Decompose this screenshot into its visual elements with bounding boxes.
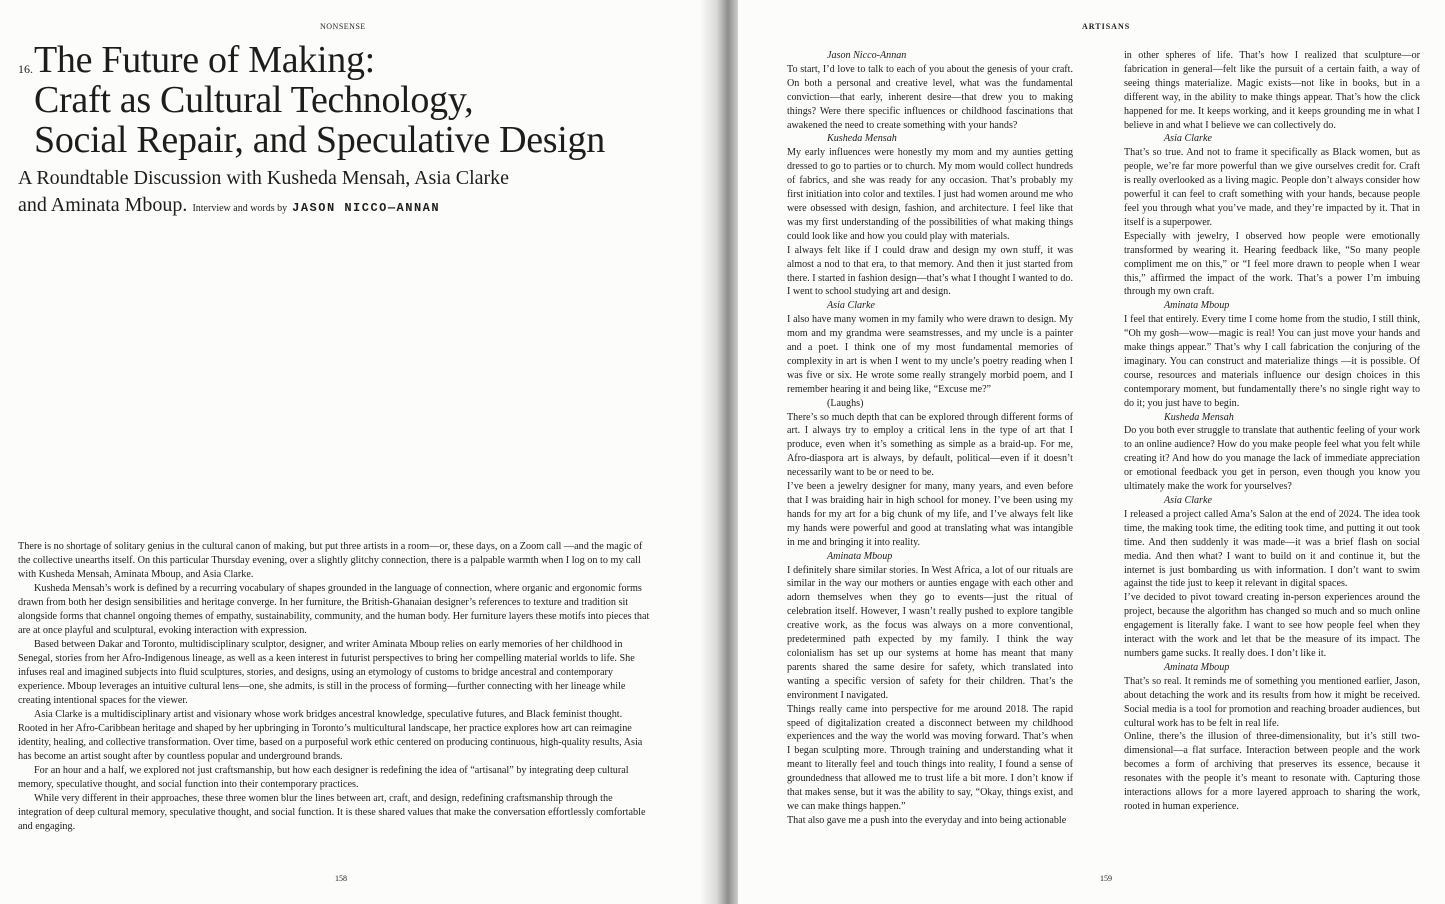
speaker-name: Asia Clarke [827,300,875,312]
speaker-name: Jason Nicco-Annan [827,50,907,61]
right-page [738,0,1445,904]
interview-paragraph: Do you both ever struggle to translate that authentic feeling of your work to an online audience? How do you make people feel what you felt while creating it? And how do you manage the lack of immediate appreciation or emotional feedback you get in person, even though you know you ultimately make the work for yourselves? [1124,425,1420,493]
intro-paragraph: While very different in their approaches, these three women blur the lines between art, craft, and design, redefining craftsmanship through the integration of deep cultural memory, speculative thought, and social function. It is these shared values that make the conversation effortlessly comfortable and engaging. [18,793,646,832]
title-line: The Future of Making: [34,39,375,81]
interview-paragraph: Things really came into perspective for me around 2018. The rapid speed of digitalization created a disconnect between my childhood experiences and the way the world was moving forward. That’s when I began sculpting more. Through training and understanding what it meant to literally feel and touch things into reality, I found a sense of groundedness that allowed me to trust life a bit more. I don’t know if that makes sense, but it was the ability to say, “Okay, things exist, and we can make things happen.” [787,703,1073,812]
interview-paragraph: There’s so much depth that can be explored through different forms of art. I always try to employ a critical lens in the type of art that I produce, even when it’s something as simple as a braid-up. For me, Afro-diaspora art is always, by default, political—even if it doesn’t necessarily want to be or need to be. [787,411,1073,479]
interview-paragraph: That’s so real. It reminds me of something you mentioned earlier, Jason, about detaching the work and its results from how it might be received. Social media is a tool for promotion and reaching broader audiences, but cultural work has to be felt in real life. [1124,675,1420,729]
title-line: Craft as Cultural Technology, [34,79,474,121]
intro-paragraph: Asia Clarke is a multidisciplinary artist and visionary whose work bridges ancestral knowledge, speculative futures, and Black feminist thought. Rooted in her Afro-Caribbean heritage and shaped by her upbringing in Toronto’s multicultural landscape, her practice explores how art can reimagine identity, healing, and collective transformation. Over time, based on a purposeful work ethic centered on producing continuous, high-quality results, Asia has become an artist sought after by countless popular and underground brands. [18,709,643,762]
speaker-name: Aminata Mboup [1164,661,1230,673]
article-title [34,40,698,160]
intro-text [18,540,654,834]
speaker-name: Asia Clarke [1164,133,1212,145]
interview-paragraph: My early influences were honestly my mom and my aunties getting dressed to go to parties or to church. My mom would collect hundreds of fabrics, and she was ready for any occasion. That’s probably my first initiation into color and textiles. I just had women around me who were obsessed with design, fashion, and architecture. I feel like that was my first understanding of the possibilities of what making things could look like and how you could play with materials. [787,147,1073,242]
left-page [0,0,712,904]
speaker-name: Aminata Mboup [827,550,893,562]
title-line: Social Repair, and Speculative Design [34,119,605,161]
intro-paragraph: Kusheda Mensah’s work is defined by a recurring vocabulary of shapes grounded in the language of connection, where organic and ergonomic forms drawn from both her design sensibilities and heritage converge. In her furniture, the British-Ghanaian designer’s references to texture and tradition sit alongside forms that channel ongoing themes of empathy, sustainability, community, and the human body. Her furniture layers these motifs into pieces that are at once playful and sculptural, evoking interaction with expression. [18,583,650,636]
byline-name: JASON NICCO—ANNAN [292,201,441,215]
interview-column-1 [787,49,1073,828]
interview-paragraph: I released a project called Ama’s Salon at the end of 2024. The idea took time, the making took time, the editing took time, and putting it out took time. And then suddenly it was made—it was a brief flash on social media. And then what? I want to build on it and continue it, but the internet is just bombarding us with information. I don’t want to swim against the tide just to keep it relevant in digital spaces. [1124,508,1420,590]
running-head-left: NONSENSE [320,22,366,31]
subtitle-line: A Roundtable Discussion with Kusheda Mensah, Asia Clarke [18,167,510,189]
speaker-name: Aminata Mboup [1164,300,1230,312]
running-head-right: ARTISANS [1082,22,1131,31]
interview-paragraph: That also gave me a push into the everyday and into being actionable [787,814,1067,826]
intro-paragraph: For an hour and a half, we explored not just craftsmanship, but how each designer is redefining the idea of “artisanal” by integrating deep cultural memory, speculative thought, and social function into their contemporary practices. [18,765,629,790]
interview-paragraph: I definitely share similar stories. In West Africa, a lot of our rituals are similar in the way our mothers or aunties engage with each other and adorn themselves when they go to events—just the ritual of celebration itself. However, I wasn’t really pushed to explore tangible creative work, as the focus was always on a more conventional, predetermined path expected by my family. I think the way colonialism has set up our systems at home has meant that many parents shared the same desire for safety, which translated into wanting a specific version of safety for their children. That’s the environment I navigated. [787,564,1073,701]
interview-paragraph: Especially with jewelry, I observed how people were emotionally transformed by wearing it. Hearing feedback like, “So many people compliment me on this,” or “I feel more drawn to people when I wear this,” affirmed the impact of the work. That’s a power I’m imbuing through my own craft. [1124,230,1420,298]
speaker-name: Asia Clarke [1164,495,1212,506]
byline-prefix: Interview and words by [192,203,288,214]
interview-paragraph: That’s so true. And not to frame it specifically as Black women, but as people, we’re far more powerful than we give ourselves credit for. Craft is really overlooked as a living magic. People don’t always consider how powerful it can feel to craft something with your hands, because people feel you through what you’ve made, and they’re impacted by it. That in itself is a superpower. [1124,147,1420,228]
interview-paragraph: Online, there’s the illusion of three-dimensionality, but it’s still two-dimensional—a flat surface. Interaction between people and the work becomes a form of archiving that preserves its essence, because it resonates with the people it’s meant to resonate with. Capturing those interactions allows for a more layered approach to sharing the work, rooted in human experience. [1124,731,1420,812]
interview-paragraph: in other spheres of life. That’s how I realized that sculpture—or fabrication in general—felt like the pursuit of a certain faith, a way of seeing things materialize. Magic exists—not like in books, but in a different way, in the ability to make things appear. That’s how the click happened for me. It keeps working, and it keeps grounding me in what I believe in and what I believe we can collectively do. [1124,50,1420,131]
subtitle-line: and Aminata Mboup. [18,194,188,216]
aside-note: (Laughs) [827,397,864,409]
intro-paragraph: Based between Dakar and Toronto, multidisciplinary sculptor, designer, and writer Aminata Mboup relies on early memories of her childhood in Senegal, stories from her Afro-Indigenous lineage, as well as a keen interest in futurist perspectives to bring her compelling material worlds to life. She infuses real and imagined subjects into fluid sculptures, stories, and designs, using an etymology of customs to bridge ancestral and contemporary experience. Mboup leverages an intuitive cultural lens—one, she admits, is still in the process of forming—further connecting with her lineage while creating intentional spaces for the viewer. [18,639,635,706]
interview-paragraph: To start, I’d love to talk to each of you about the genesis of your craft. On both a personal and creative level, what was the fundamental conviction—that early, inherent desire—that drew you to making things? Were there specific influences or childhood fascinations that awakened the need to create something with your hands? [787,63,1073,131]
interview-paragraph: I feel that entirely. Every time I come home from the studio, I still think, “Oh my gosh—wow—magic is real! You can just move your hands and make things appear.” That’s why I call fabrication the conjuring of the imaginary. You can construct and materialize things —it is possible. Of course, resources and materials influence our design choices in this contemporary moment, but fundamentally there’s no single right way to do it; you just have to begin. [1124,314,1420,409]
interview-paragraph: I’ve been a jewelry designer for many, many years, and even before that I was braiding hair in high school for money. I’ve been using my hands for my art for a big chunk of my life, and I’ve always felt like my hands were powerful and good at translating what was intangible in me and bringing it into reality. [787,481,1073,548]
intro-paragraph: There is no shortage of solitary genius in the cultural canon of making, but put three artists in a room—or, these days, on a Zoom call —and the magic of the collective unearths itself. On this particular Thursday evening, over a slightly glitchy connection, there is a palpable warmth when I log on to my call with Kusheda Mensah, Aminata Mboup, and Asia Clarke. [18,541,643,580]
title-block [18,40,698,222]
article-subtitle [18,165,698,222]
page-number-right: 159 [1100,874,1112,883]
interview-paragraph: I also have many women in my family who were drawn to design. My mom and my grandma were seamstresses, and my uncle is a painter and a poet. I think one of my most fundamental memories of complexity in art is when I went to my uncle’s poetry reading when I was five or six. He wrote some really strangely morbid poem, and I remember hearing it and being like, “Excuse me?” [787,314,1073,395]
page-number-left: 158 [335,874,347,883]
interview-paragraph: I’ve decided to pivot toward creating in-person experiences around the project, because the algorithm has changed so much and so much online engagement is literally fake. I want to see how people feel when they interact with the work and let that be the measure of its impact. The numbers game sucks. It really does. I don’t like it. [1124,592,1420,659]
article-number: 16. [18,62,33,76]
speaker-name: Kusheda Mensah [827,133,897,145]
speaker-name: Kusheda Mensah [1164,411,1234,423]
interview-column-2 [1124,49,1420,814]
interview-paragraph: I always felt like if I could draw and design my own stuff, it was almost a nod to that era, to that memory. And then it just started from there. I started in fashion design—that’s what I thought I wanted to do. I went to school studying art and design. [787,244,1073,298]
